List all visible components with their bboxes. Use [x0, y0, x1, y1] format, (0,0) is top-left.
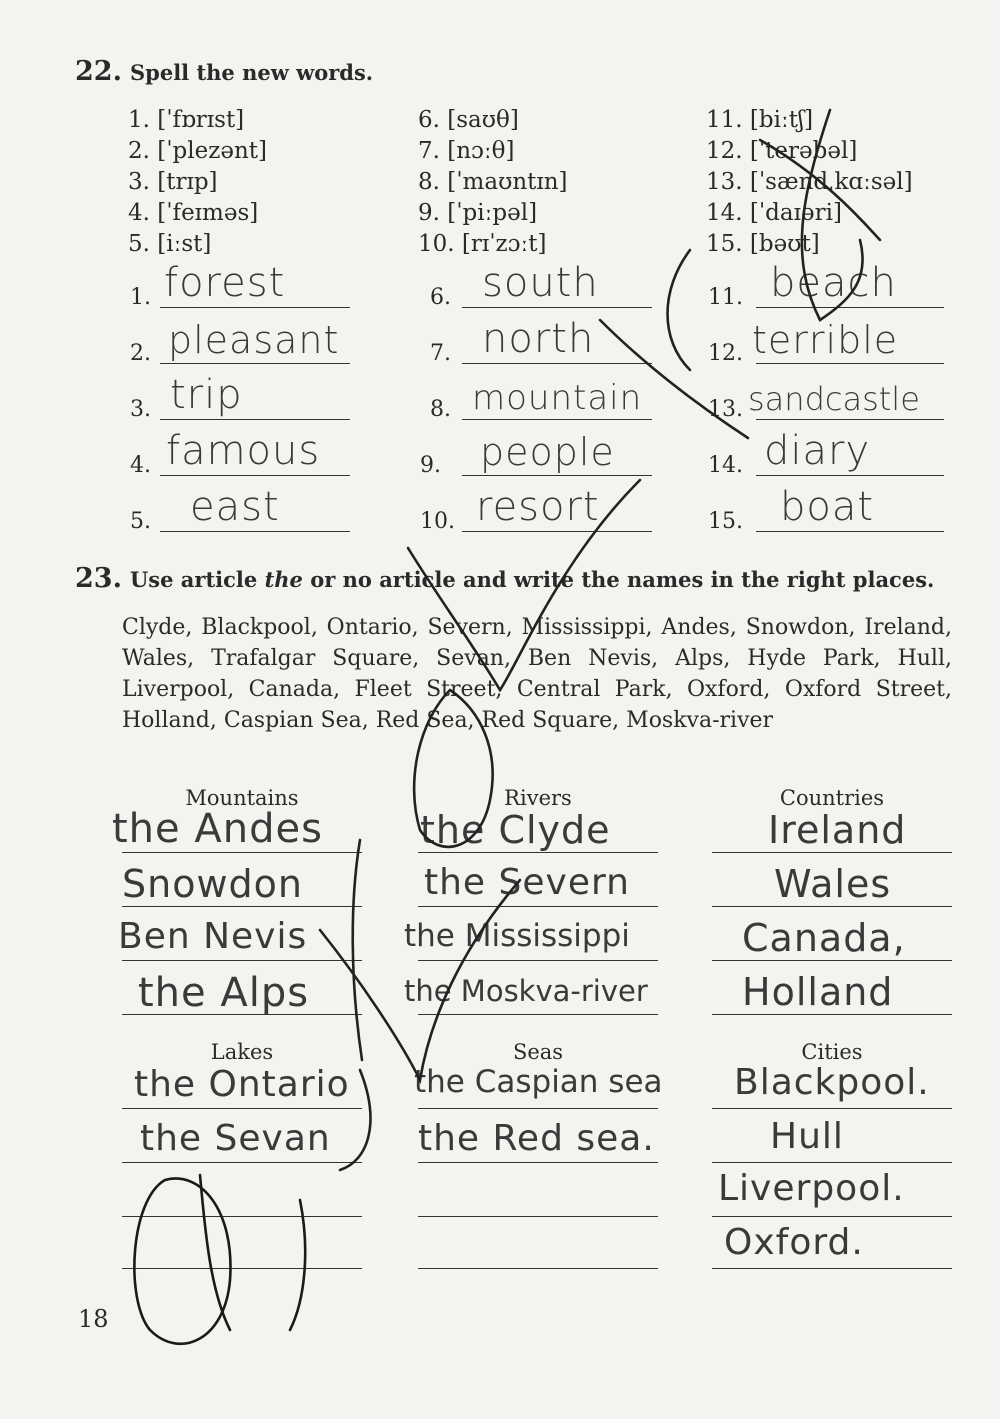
handwritten-entry: Canada, [742, 916, 906, 960]
page-number: 18 [78, 1305, 109, 1333]
answer-number: 14. [708, 453, 743, 478]
handwritten-entry: Ireland [768, 808, 907, 852]
exercise-instruction: Spell the new words. [129, 60, 374, 85]
handwritten-answer: beach [770, 260, 897, 306]
answer-number: 5. [130, 509, 151, 534]
transcription-item: 8. [ˈmaʊntɪn] [418, 169, 568, 195]
handwritten-entry: Ben Nevis [118, 916, 308, 957]
check-stroke [760, 110, 880, 320]
answer-number: 7. [430, 341, 451, 366]
category-title-countries: Countries [779, 786, 885, 810]
handwritten-entry: the Alps [138, 970, 310, 1016]
handwritten-answer: south [482, 260, 599, 306]
handwritten-entry: the Severn [424, 862, 630, 903]
transcription-item: 3. [trɪp] [128, 169, 218, 195]
transcription-item: 4. [ˈfeɪməs] [128, 200, 259, 226]
answer-number: 2. [130, 341, 151, 366]
category-title-seas: Seas [512, 1040, 564, 1064]
transcription-item: 2. [ˈplezənt] [128, 138, 267, 164]
handwritten-entry: the Sevan [140, 1118, 331, 1159]
answer-number: 13. [708, 397, 743, 422]
check-stroke [600, 320, 748, 438]
handwritten-entry: Wales [774, 862, 892, 906]
category-title-cities: Cities [801, 1040, 863, 1064]
transcription-item: 1. [ˈfɒrɪst] [128, 107, 245, 133]
names-list: Clyde, Blackpool, Ontario, Severn, Mississippi, Andes, Snowdon, Ireland, Wales, Trafalgar Square, Sevan, Ben Nevis, Alps, Hyde Park, Hull, Liverpool, Canada, Fleet Street, Central Park, Oxford, Oxford Street, Holland, Caspian Sea, Red Sea, Red Square, Moskva-river [122, 615, 952, 733]
answer-number: 15. [708, 509, 743, 534]
handwritten-answer: resort [476, 484, 600, 530]
check-stroke [414, 690, 492, 847]
handwritten-entry: Blackpool. [734, 1062, 930, 1103]
check-stroke [408, 480, 640, 690]
handwritten-answer: trip [170, 372, 243, 418]
handwritten-answer: north [482, 316, 595, 362]
handwritten-answer: boat [780, 484, 875, 530]
handwritten-entry: Hull [770, 1116, 844, 1157]
handwritten-entry: the Ontario [134, 1064, 350, 1105]
answer-number: 8. [430, 397, 451, 422]
handwritten-entry: Snowdon [122, 862, 303, 906]
answer-number: 12. [708, 341, 743, 366]
answer-number: 11. [708, 285, 743, 310]
check-stroke [668, 250, 691, 370]
handwritten-answer: famous [166, 428, 321, 474]
transcription-item: 13. [ˈsændˌkɑːsəl] [706, 169, 913, 195]
check-stroke [340, 1070, 370, 1170]
handwritten-entry: Liverpool. [718, 1168, 905, 1209]
check-stroke [353, 840, 362, 1060]
handwritten-entry: Holland [742, 970, 894, 1014]
transcription-item: 6. [saʊθ] [418, 107, 519, 133]
transcription-item: 15. [bəʊt] [706, 231, 820, 257]
instruction-part: Use article [129, 567, 265, 592]
handwritten-entry: the Red sea. [418, 1118, 655, 1159]
exercise-number: 22. [75, 56, 122, 87]
transcription-item: 11. [biːtʃ] [706, 107, 814, 133]
handwritten-entry: Oxford. [724, 1222, 864, 1263]
handwritten-answer: sandcastle [748, 380, 920, 418]
handwritten-answer: east [190, 484, 280, 530]
instruction-article: the [264, 567, 303, 592]
answer-number: 4. [130, 453, 151, 478]
transcription-item: 10. [rɪˈzɔːt] [418, 231, 547, 257]
transcription-item: 5. [iːst] [128, 231, 212, 257]
handwritten-entry: the Caspian sea [414, 1064, 663, 1100]
transcription-item: 12. [ˈterəbəl] [706, 138, 858, 164]
answer-number: 10. [420, 509, 455, 534]
instruction-part: or no article and write the names in the right places. [302, 567, 935, 592]
handwritten-answer: terrible [752, 318, 899, 362]
handwritten-entry: the Clyde [420, 808, 611, 852]
answer-number: 6. [430, 285, 451, 310]
category-title-rivers: Rivers [504, 786, 572, 810]
category-title-mountains: Mountains [185, 786, 299, 810]
exercise-number: 23. [75, 563, 122, 594]
handwritten-answer: pleasant [168, 318, 340, 362]
answer-number: 1. [130, 285, 151, 310]
answer-number: 3. [130, 397, 151, 422]
handwritten-grade-icon [134, 1175, 305, 1344]
answer-number: 9. [420, 453, 441, 478]
handwritten-entry: the Andes [112, 806, 323, 852]
handwritten-answer: forest [164, 260, 286, 306]
handwritten-entry: the Moskva-river [404, 974, 648, 1008]
category-title-lakes: Lakes [210, 1040, 274, 1064]
handwritten-answer: people [480, 430, 615, 474]
handwritten-answer: diary [764, 428, 871, 474]
check-stroke [320, 880, 520, 1080]
handwritten-answer: mountain [472, 378, 643, 418]
transcription-item: 9. [ˈpiːpəl] [418, 200, 538, 226]
transcription-item: 7. [nɔːθ] [418, 138, 515, 164]
transcription-item: 14. [ˈdaɪəri] [706, 200, 842, 226]
handwritten-entry: the Mississippi [404, 918, 630, 954]
